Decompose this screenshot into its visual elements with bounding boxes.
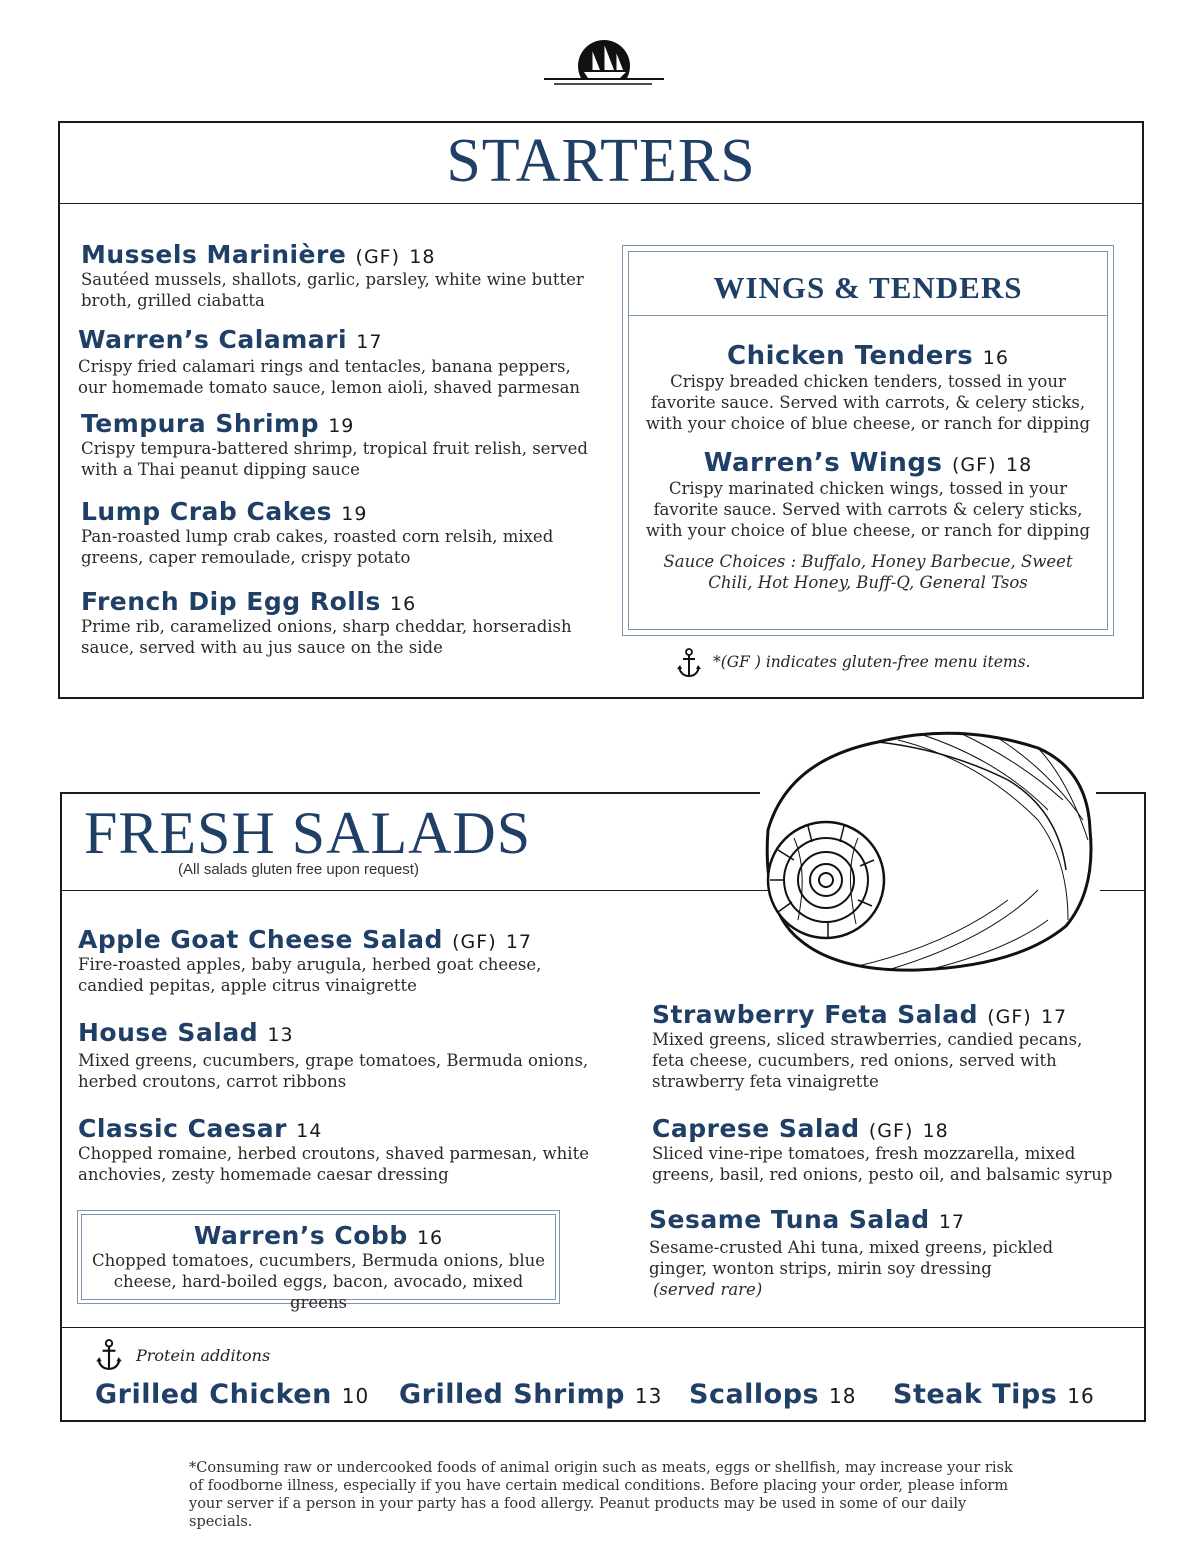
item-description: Crispy marinated chicken wings, tossed in your favorite sauce. Served with carrots & celery sticks, with your choice of blue cheese, or ranch for dipping — [645, 479, 1091, 540]
anchor-icon — [96, 1339, 122, 1371]
item-name: Apple Goat Cheese Salad — [78, 925, 443, 954]
disclaimer: *Consuming raw or undercooked foods of animal origin such as meats, eggs or shellfish, may increase your risk of foodborne illness, especially if you have certain medical conditions. Before placing your order, please inform your server if a person in your party has a food allergy. Peanut products may be used in some of our daily specials. — [189, 1460, 1013, 1530]
protein-price: 10 — [341, 1384, 370, 1408]
item-price: 16 — [416, 1227, 444, 1249]
item-description: Chopped romaine, herbed croutons, shaved parmesan, white anchovies, zesty homemade caesar dressing — [78, 1144, 589, 1184]
protein-label: Protein additons — [136, 1346, 271, 1365]
item-description: Crispy fried calamari rings and tentacles, banana peppers, our homemade tomato sauce, lemon aioli, shaved parmesan — [78, 357, 581, 397]
protein-option — [689, 1379, 857, 1410]
protein-option — [893, 1379, 1095, 1410]
gf-tag: (GF) — [952, 454, 997, 476]
protein-divider — [60, 1327, 1146, 1328]
item-name: Warren’s Wings — [703, 448, 943, 478]
item-description: Pan-roasted lump crab cakes, roasted corn relsih, mixed greens, caper remoulade, crispy potato — [81, 527, 554, 567]
item-name: Warren’s Calamari — [78, 325, 348, 354]
starter-item — [78, 325, 588, 398]
item-price: 17 — [938, 1211, 966, 1233]
salad-item — [78, 1114, 598, 1185]
protein-price: 13 — [634, 1384, 663, 1408]
salad-item — [78, 1018, 598, 1092]
sauce-choices: Sauce Choices : Buffalo, Honey Barbecue, Sweet Chili, Hot Honey, Buff-Q, General Tsos — [663, 552, 1073, 592]
salad-item — [652, 1114, 1132, 1185]
item-description: Sliced vine-ripe tomatoes, fresh mozzarella, mixed greens, basil, red onions, pesto oil, and balsamic syrup — [652, 1144, 1113, 1184]
salad-item — [78, 925, 618, 996]
item-name: House Salad — [78, 1018, 259, 1047]
salads-title: FRESH SALADS — [84, 800, 532, 866]
salads-top-border-left — [60, 792, 760, 794]
item-description: Mixed greens, cucumbers, grape tomatoes, Bermuda onions, herbed croutons, carrot ribbons — [78, 1051, 589, 1091]
protein-name: Grilled Shrimp — [399, 1379, 625, 1410]
wings-item — [630, 448, 1106, 541]
item-price: 17 — [505, 931, 533, 953]
item-name: Sesame Tuna Salad — [649, 1205, 930, 1234]
starter-item — [81, 409, 591, 480]
item-description: Chopped tomatoes, cucumbers, Bermuda onions, blue cheese, hard-boiled eggs, bacon, avocado, mixed greens — [91, 1251, 546, 1312]
item-name: Mussels Marinière — [81, 240, 347, 269]
item-name: Warren’s Cobb — [193, 1221, 408, 1250]
salads-top-border-right — [1096, 792, 1146, 794]
item-note: (served rare) — [653, 1280, 763, 1299]
item-name: French Dip Egg Rolls — [81, 587, 381, 616]
item-description: Crispy breaded chicken tenders, tossed in your favorite sauce. Served with carrots, & celery sticks, with your choice of blue cheese, or ranch for dipping — [645, 372, 1091, 433]
item-name: Chicken Tenders — [727, 341, 974, 371]
protein-name: Scallops — [689, 1379, 820, 1410]
gf-note: *(GF ) indicates gluten-free menu items. — [713, 653, 1031, 671]
item-price: 13 — [267, 1024, 294, 1046]
starter-item — [81, 240, 591, 311]
protein-price: 18 — [829, 1384, 857, 1408]
item-description: Sautéed mussels, shallots, garlic, parsley, white wine butter broth, grilled ciabatta — [81, 270, 584, 310]
starters-divider — [58, 203, 1144, 204]
item-price: 14 — [296, 1120, 323, 1142]
protein-price: 16 — [1067, 1384, 1095, 1408]
item-description: Mixed greens, sliced strawberries, candied pecans, feta cheese, cucumbers, red onions, served with strawberry feta vinaigrette — [652, 1030, 1083, 1091]
anchor-icon — [677, 648, 701, 678]
salads-title-divider-left — [60, 890, 770, 891]
starter-item — [81, 497, 591, 568]
item-description: Sesame-crusted Ahi tuna, mixed greens, pickled ginger, wonton strips, mirin soy dressing — [649, 1238, 1054, 1278]
salad-item — [652, 1000, 1127, 1092]
salads-title-divider-right — [1100, 890, 1146, 891]
item-price: 16 — [390, 593, 417, 615]
item-description: Prime rib, caramelized onions, sharp cheddar, horseradish sauce, served with au jus sauce on the side — [81, 617, 572, 657]
protein-option — [399, 1379, 662, 1410]
gf-tag: (GF) — [355, 246, 401, 268]
item-price: 16 — [982, 347, 1009, 369]
item-name: Caprese Salad — [652, 1114, 860, 1143]
protein-name: Steak Tips — [893, 1379, 1058, 1410]
salad-item — [649, 1205, 1129, 1300]
item-price: 18 — [1006, 454, 1033, 476]
gf-tag: (GF) — [452, 931, 497, 953]
salads-subtitle: (All salads gluten free upon request) — [178, 861, 419, 878]
item-price: 18 — [409, 246, 436, 268]
wings-item — [630, 341, 1106, 434]
starter-item — [81, 587, 591, 658]
item-name: Lump Crab Cakes — [81, 497, 333, 526]
protein-option — [95, 1379, 369, 1410]
gf-tag: (GF) — [987, 1006, 1032, 1028]
cobb-item — [83, 1221, 554, 1313]
protein-name: Grilled Chicken — [95, 1379, 332, 1410]
item-price: 18 — [922, 1120, 949, 1142]
gf-tag: (GF) — [868, 1120, 914, 1142]
item-price: 17 — [356, 331, 383, 353]
item-price: 17 — [1040, 1006, 1068, 1028]
item-name: Tempura Shrimp — [81, 409, 319, 438]
ship-logo-icon — [540, 38, 668, 90]
wings-tenders-title: WINGS & TENDERS — [713, 270, 1023, 305]
item-description: Fire-roasted apples, baby arugula, herbed goat cheese, candied pepitas, apple citrus vinaigrette — [78, 955, 542, 995]
item-name: Classic Caesar — [78, 1114, 287, 1143]
item-name: Strawberry Feta Salad — [652, 1000, 979, 1029]
wings-title-divider — [628, 315, 1108, 316]
item-price: 19 — [341, 503, 368, 525]
starters-title: STARTERS — [446, 127, 756, 195]
item-price: 19 — [328, 415, 355, 437]
item-description: Crispy tempura-battered shrimp, tropical fruit relish, served with a Thai peanut dipping sauce — [81, 439, 588, 479]
